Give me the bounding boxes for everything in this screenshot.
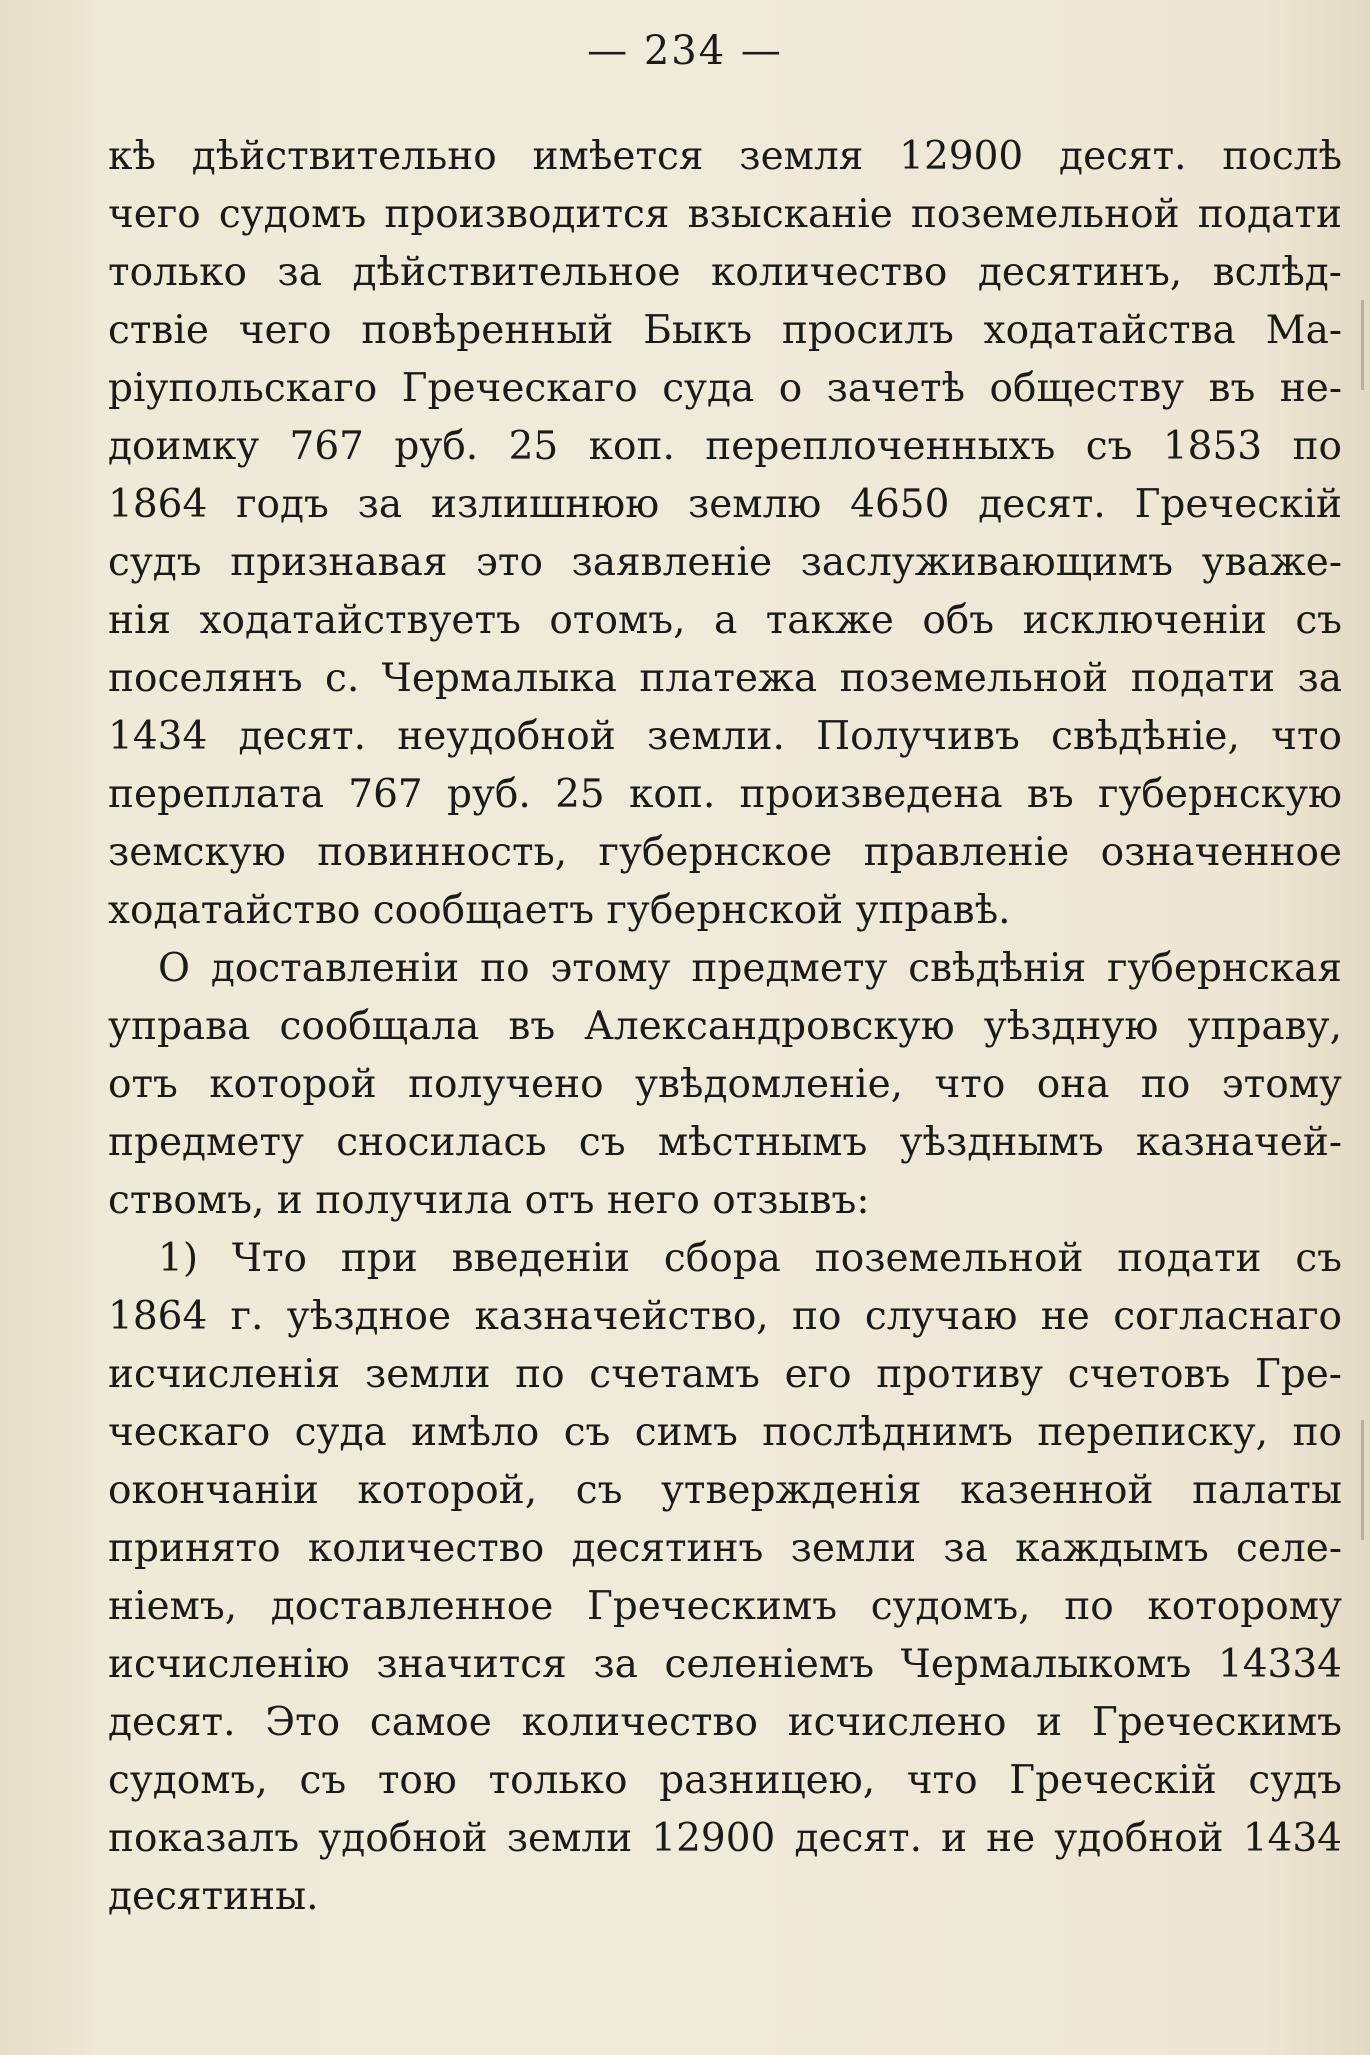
text-line: поселянъ с. Чермалыка платежа поземельной подати за: [108, 656, 1342, 701]
text-line: ходатайство сообщаетъ губернской управѣ.: [108, 888, 1011, 933]
scan-edge-mark: [1361, 1420, 1364, 1540]
text-line: ческаго суда имѣло съ симъ послѣднимъ переписку, по: [108, 1410, 1342, 1455]
page-number: — 234 —: [587, 28, 783, 74]
text-line: десятины.: [108, 1874, 319, 1919]
text-line: ріупольскаго Греческаго суда о зачетѣ обществу въ не-: [108, 366, 1342, 411]
scan-edge-mark: [1361, 300, 1364, 390]
text-line: показалъ удобной земли 12900 десят. и не удобной 1434: [108, 1816, 1342, 1861]
text-line: только за дѣйствительное количество десятинъ, вслѣд-: [108, 250, 1342, 295]
page-body-text: [108, 128, 1342, 1926]
text-line: управа сообщала въ Александровскую уѣздную управу,: [108, 1004, 1342, 1049]
text-line: судъ признавая это заявленіе заслуживающимъ уваже-: [108, 540, 1342, 585]
text-line: окончаніи которой, съ утвержденія казенной палаты: [108, 1468, 1342, 1513]
text-line: О доставленіи по этому предмету свѣдѣнія губернская: [158, 946, 1342, 991]
text-line: 1864 г. уѣздное казначейство, по случаю не согласнаго: [108, 1294, 1342, 1339]
text-line: ніемъ, доставленное Греческимъ судомъ, по которому: [108, 1584, 1342, 1629]
text-line: доимку 767 руб. 25 коп. переплоченныхъ съ 1853 по: [108, 424, 1342, 469]
text-line: 1) Что при введеніи сбора поземельной подати съ: [158, 1236, 1342, 1281]
text-line: исчисленія земли по счетамъ его противу счетовъ Гре-: [108, 1352, 1342, 1397]
text-line: отъ которой получено увѣдомленіе, что она по этому: [108, 1062, 1342, 1107]
text-line: исчисленію значится за селеніемъ Чермалыкомъ 14334: [108, 1642, 1342, 1687]
text-line: переплата 767 руб. 25 коп. произведена въ губернскую: [108, 772, 1342, 817]
text-line: принято количество десятинъ земли за каждымъ селе-: [108, 1526, 1342, 1571]
text-line: ствіе чего повѣренный Быкъ просилъ ходатайства Ма-: [108, 308, 1342, 353]
text-line: предмету сносилась съ мѣстнымъ уѣзднымъ казначей-: [108, 1120, 1342, 1165]
text-line: 1434 десят. неудобной земли. Получивъ свѣдѣніе, что: [108, 714, 1342, 759]
text-line: чего судомъ производится взысканіе поземельной подати: [108, 192, 1342, 237]
text-line: земскую повинность, губернское правленіе означенное: [108, 830, 1342, 875]
text-line: ствомъ, и получила отъ него отзывъ:: [108, 1178, 870, 1223]
text-line: 1864 годъ за излишнюю землю 4650 десят. Греческій: [108, 482, 1342, 527]
text-line: судомъ, съ тою только разницею, что Греческій судъ: [108, 1758, 1342, 1803]
text-line: десят. Это самое количество исчислено и Греческимъ: [108, 1700, 1342, 1745]
text-line: кѣ дѣйствительно имѣется земля 12900 десят. послѣ: [108, 134, 1342, 179]
text-line: нія ходатайствуетъ отомъ, а также объ исключеніи съ: [108, 598, 1342, 643]
